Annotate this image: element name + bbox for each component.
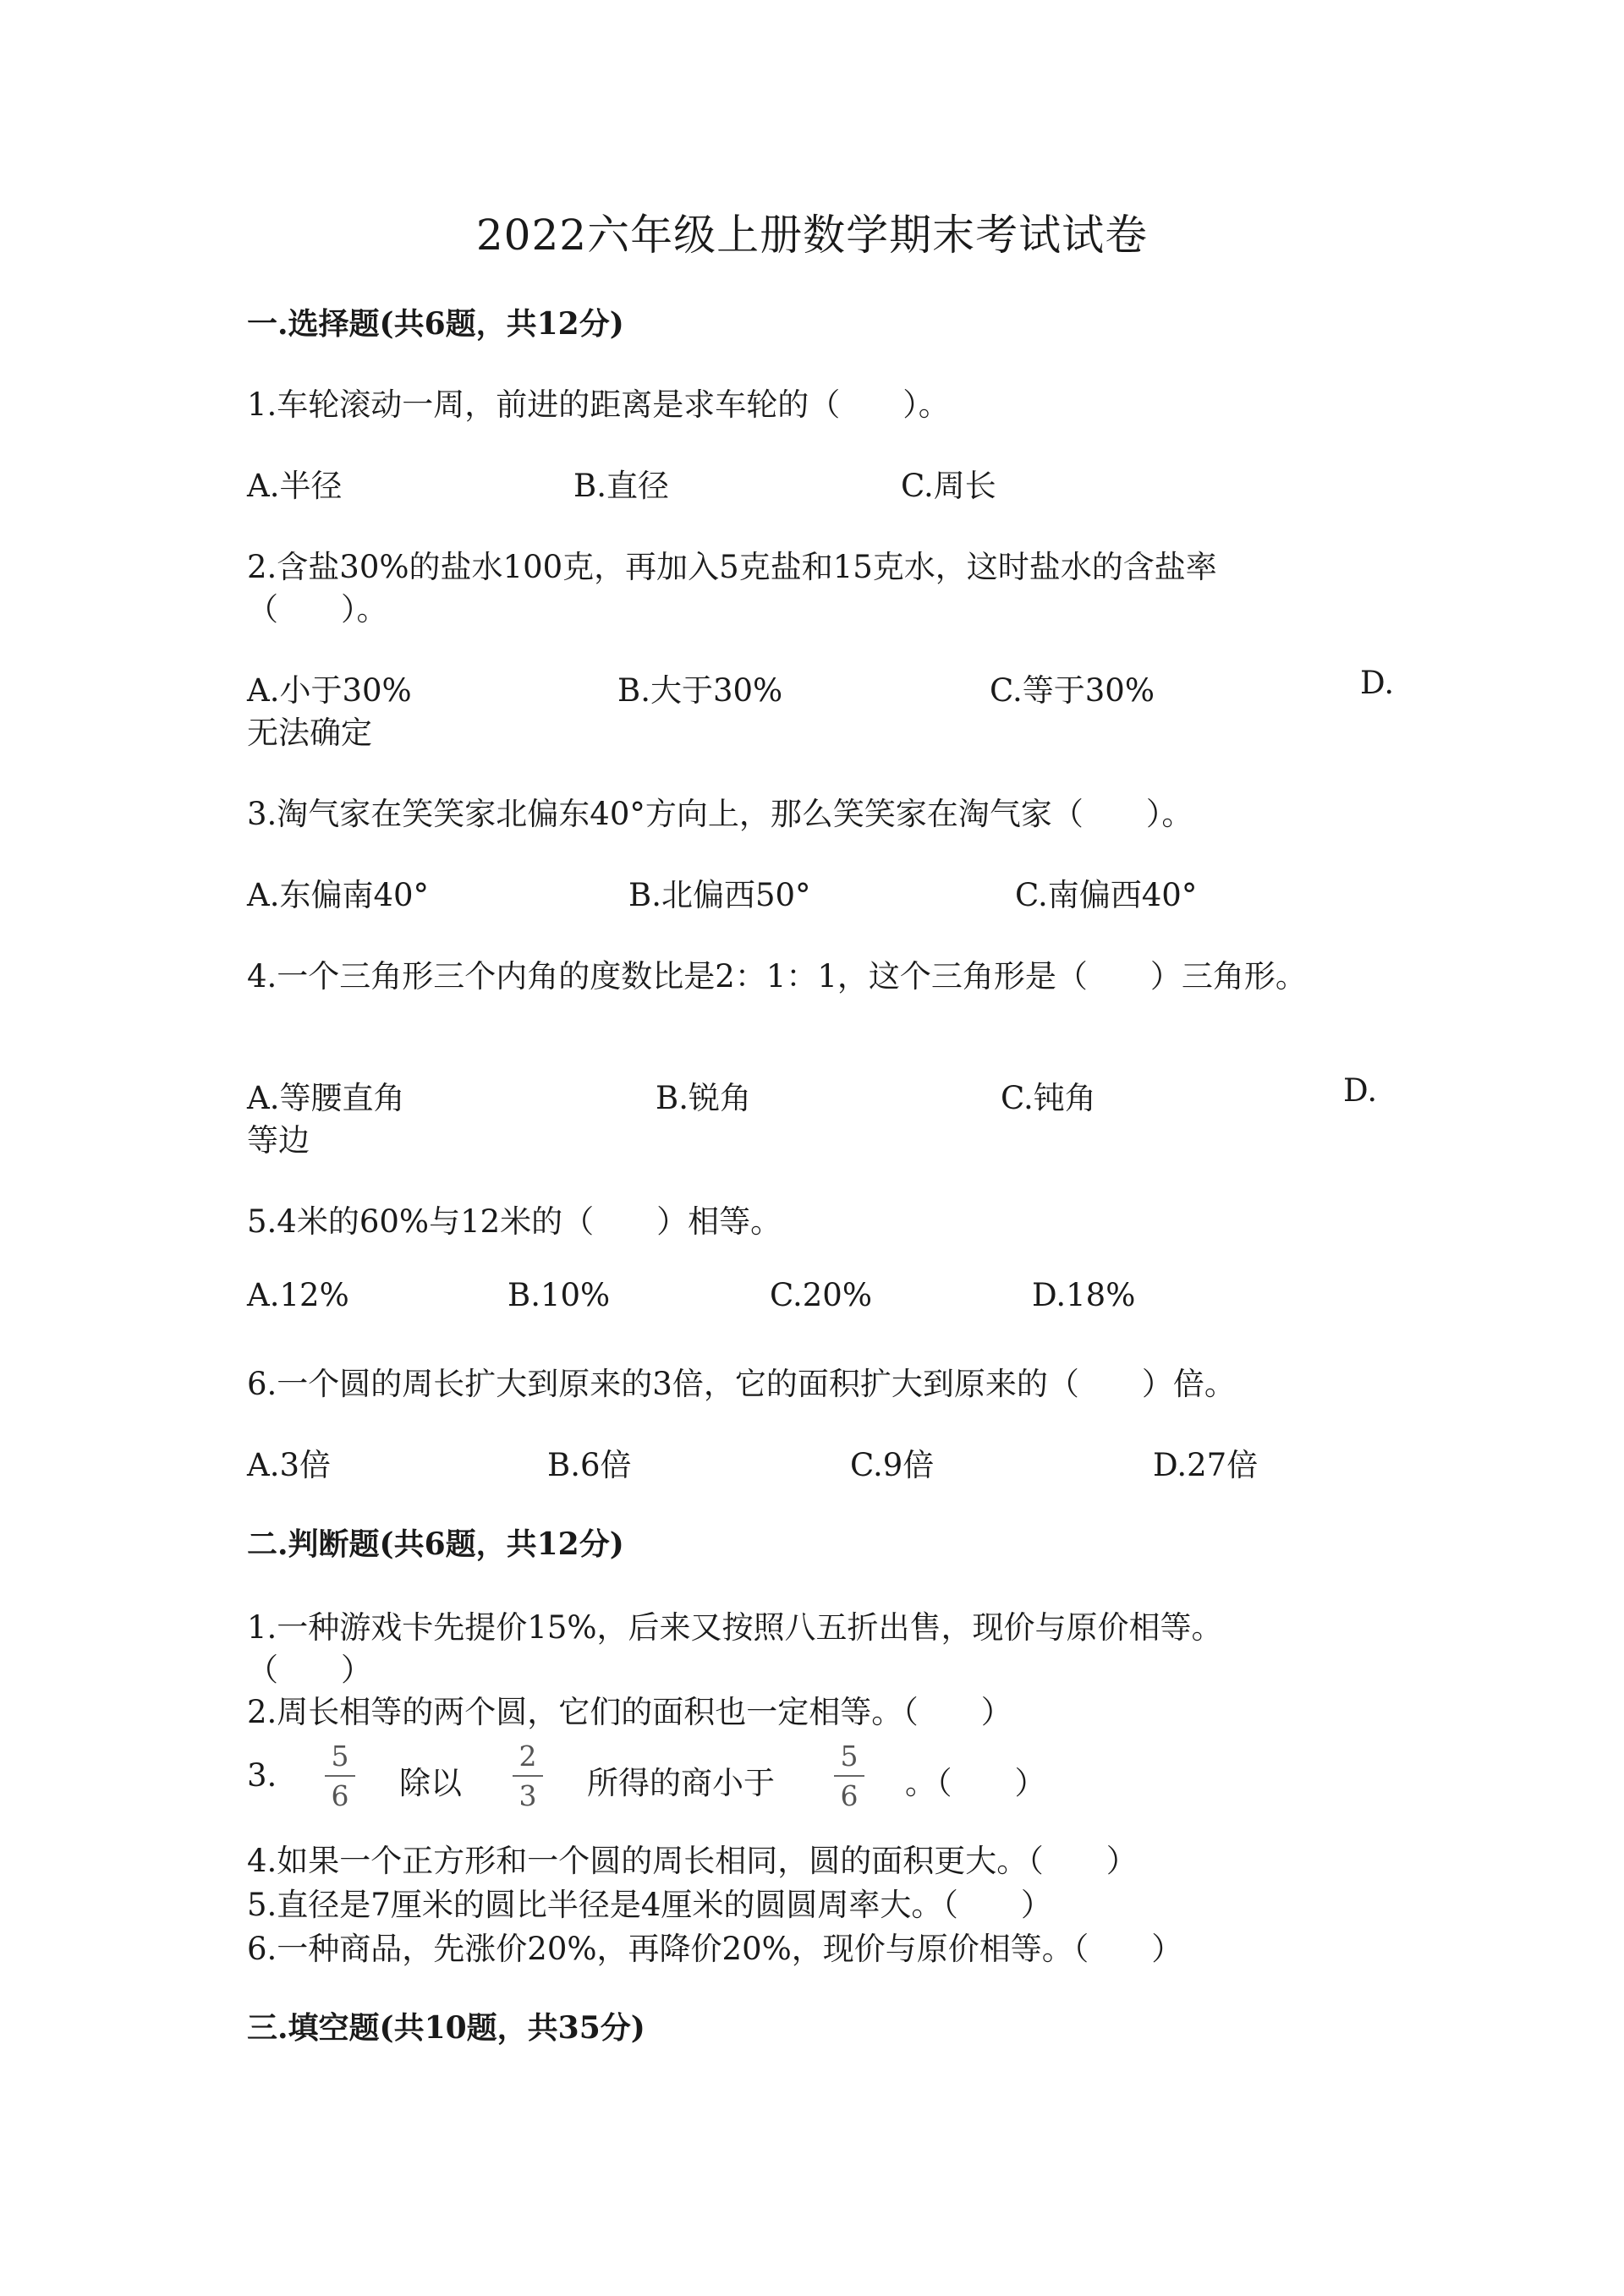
choice-q4-option-d-text: 等边 — [247, 1122, 310, 1159]
choice-q2-option-d-text: 无法确定 — [247, 715, 372, 751]
fraction-denominator: 3 — [518, 1779, 537, 1812]
choice-q4-option-d: D. — [1343, 1072, 1378, 1109]
choice-q1-option-a: A.半径 — [247, 468, 343, 504]
section-heading-judgement: 二.判断题(共6题，共12分) — [247, 1526, 624, 1562]
judge-question-3-text-quotient: 所得的商小于 — [587, 1765, 775, 1801]
choice-q1-option-b: B.直径 — [573, 468, 669, 504]
section-heading-choice: 一.选择题(共6题，共12分) — [247, 306, 624, 342]
page-title: 2022六年级上册数学期末考试试卷 — [475, 211, 1149, 260]
judge-question-5: 5.直径是7厘米的圆比半径是4厘米的圆圆周率大。（ ） — [247, 1887, 1052, 1923]
choice-q2-option-c: C.等于30% — [990, 672, 1155, 709]
choice-question-1: 1.车轮滚动一周，前进的距离是求车轮的（ ）。 — [247, 386, 950, 423]
fraction-denominator: 6 — [331, 1779, 349, 1812]
choice-q6-option-a: A.3倍 — [247, 1447, 332, 1483]
judge-question-2: 2.周长相等的两个圆，它们的面积也一定相等。（ ） — [247, 1694, 1012, 1730]
section-heading-fill-blank: 三.填空题(共10题，共35分) — [247, 2010, 645, 2046]
choice-q5-option-c: C.20% — [770, 1277, 872, 1313]
fraction-bar — [513, 1775, 543, 1777]
choice-question-3: 3.淘气家在笑笑家北偏东40°方向上，那么笑笑家在淘气家（ ）。 — [247, 796, 1193, 832]
choice-q4-option-b: B.锐角 — [656, 1080, 751, 1116]
choice-q3-option-b: B.北偏西50° — [628, 877, 811, 913]
choice-q3-option-a: A.东偏南40° — [247, 877, 430, 913]
choice-question-2-line2: （ ）。 — [247, 591, 388, 627]
choice-q6-option-b: B.6倍 — [547, 1447, 632, 1483]
choice-q3-option-c: C.南偏西40° — [1015, 877, 1198, 913]
fraction-denominator: 6 — [840, 1779, 859, 1812]
fraction-bar — [834, 1775, 864, 1777]
fraction-bar — [325, 1775, 355, 1777]
choice-q5-option-a: A.12% — [247, 1277, 349, 1313]
choice-q2-option-d: D. — [1360, 665, 1395, 701]
judge-question-3-number: 3. — [247, 1757, 277, 1794]
choice-q5-option-b: B.10% — [508, 1277, 611, 1313]
choice-question-5: 5.4米的60%与12米的（ ）相等。 — [247, 1203, 782, 1240]
choice-q2-option-a: A.小于30% — [247, 672, 412, 709]
fraction-five-sixths — [323, 1742, 357, 1810]
choice-q6-option-c: C.9倍 — [850, 1447, 935, 1483]
fraction-numerator: 5 — [840, 1740, 859, 1773]
fraction-numerator: 2 — [518, 1740, 537, 1773]
judge-question-1-line2: （ ） — [247, 1652, 372, 1688]
choice-q6-option-d: D.27倍 — [1153, 1447, 1259, 1483]
fraction-five-sixths-2 — [832, 1742, 866, 1810]
judge-question-4: 4.如果一个正方形和一个圆的周长相同，圆的面积更大。（ ） — [247, 1843, 1138, 1879]
choice-question-2-line1: 2.含盐30%的盐水100克，再加入5克盐和15克水，这时盐水的含盐率 — [247, 549, 1217, 585]
choice-q4-option-a: A.等腰直角 — [247, 1080, 405, 1116]
judge-question-1-line1: 1.一种游戏卡先提价15%，后来又按照八五折出售，现价与原价相等。 — [247, 1609, 1223, 1646]
judge-question-6: 6.一种商品，先涨价20%，再降价20%，现价与原价相等。（ ） — [247, 1931, 1183, 1967]
choice-q4-option-c: C.钝角 — [1001, 1080, 1096, 1116]
choice-question-6: 6.一个圆的周长扩大到原来的3倍，它的面积扩大到原来的（ ）倍。 — [247, 1366, 1236, 1402]
judge-question-3-text-divide: 除以 — [399, 1765, 462, 1801]
choice-q5-option-d: D.18% — [1032, 1277, 1136, 1313]
judge-question-3-tail: 。（ ） — [905, 1765, 1046, 1801]
choice-question-4: 4.一个三角形三个内角的度数比是2：1：1，这个三角形是（ ）三角形。 — [247, 958, 1307, 995]
fraction-two-thirds — [511, 1742, 545, 1810]
choice-q1-option-c: C.周长 — [901, 468, 996, 504]
choice-q2-option-b: B.大于30% — [617, 672, 783, 709]
fraction-numerator: 5 — [331, 1740, 349, 1773]
